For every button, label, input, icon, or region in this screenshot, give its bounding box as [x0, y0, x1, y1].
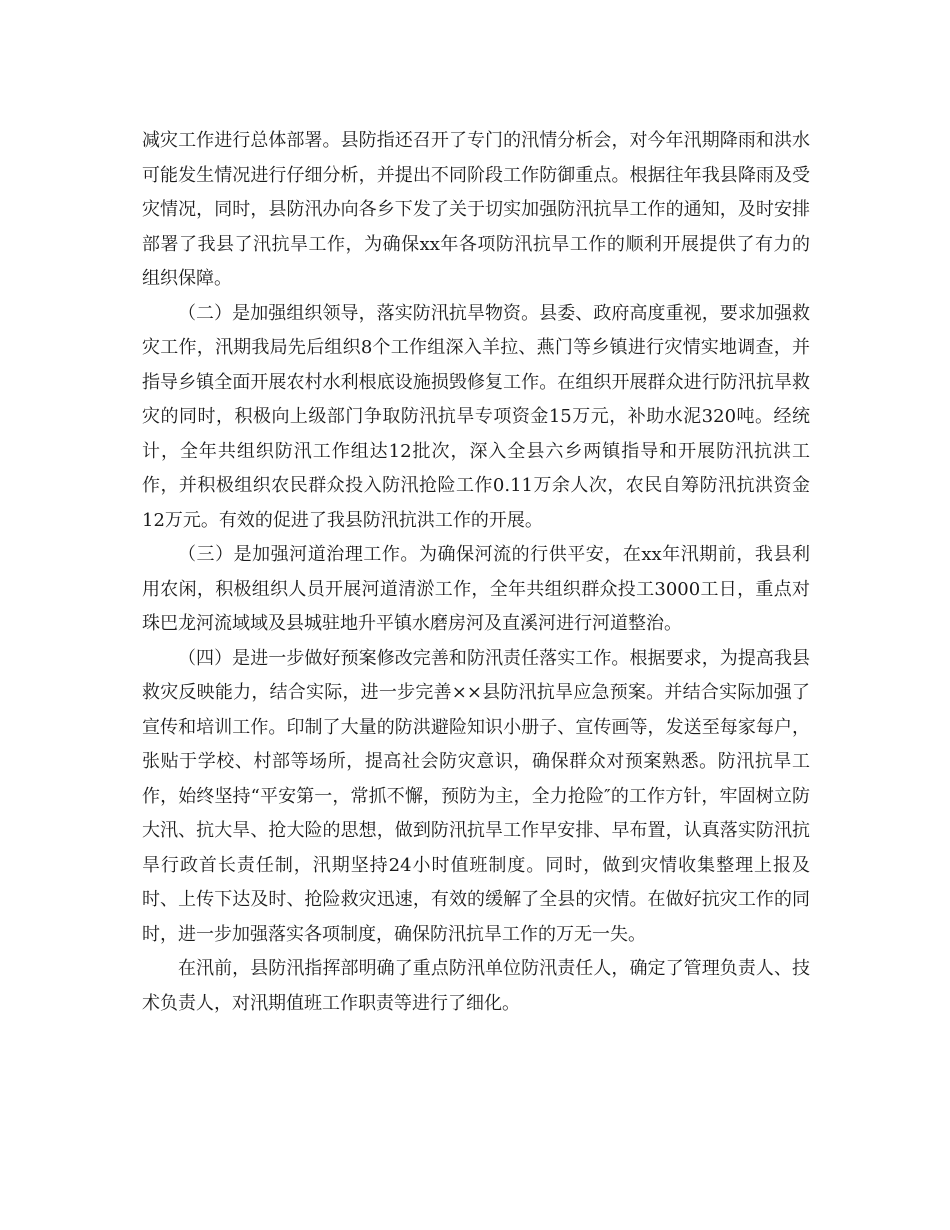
paragraph-organization-leadership: （二）是加强组织领导，落实防汛抗旱物资。县委、政府高度重视，要求加强救灾工作，汛期我局先后组织8个工作组深入羊拉、燕门等乡镇进行灾情实地调查，并指导乡镇全面开展农村水利根底设施损毁修复工作。在组织开展群众进行防汛抗旱救灾的同时，积极向上级部门争取防汛抗旱专项资金15万元，补助水泥320吨。经统计，全年共组织防汛工作组达12批次，深入全县六乡两镇指导和开展防汛抗洪工作，并积极组织农民群众投入防汛抢险工作0.11万余人次，农民自筹防汛抗洪资金12万元。有效的促进了我县防汛抗洪工作的开展。 — [142, 302, 810, 531]
paragraph-disaster-deployment: 减灾工作进行总体部署。县防指还召开了专门的汛情分析会，对今年汛期降雨和洪水可能发生情况进行仔细分析，并提出不同阶段工作防御重点。根据往年我县降雨及受灾情况，同时，县防汛办向各乡下发了关于切实加强防汛抗旱工作的通知，及时安排部署了我县了汛抗旱工作，为确保xx年各项防汛抗旱工作的顺利开展提供了有力的组织保障。 — [142, 130, 810, 289]
document-body — [142, 124, 810, 1021]
paragraph-responsibility-assignment: 在汛前，县防汛指挥部明确了重点防汛单位防汛责任人，确定了管理负责人、技术负责人，对汛期值班工作职责等进行了细化。 — [142, 958, 810, 1014]
paragraph-river-management: （三）是加强河道治理工作。为确保河流的行供平安，在xx年汛期前，我县利用农闲，积极组织人员开展河道清淤工作，全年共组织群众投工3000工日，重点对珠巴龙河流域域及县城驻地升平镇水磨房河及直溪河进行河道整治。 — [142, 544, 810, 634]
paragraph-contingency-plan: （四）是进一步做好预案修改完善和防汛责任落实工作。根据要求，为提高我县救灾反映能力，结合实际，进一步完善××县防汛抗旱应急预案。并结合实际加强了宣传和培训工作。印制了大量的防洪避险知识小册子、宣传画等，发送至每家每户，张贴于学校、村部等场所，提高社会防灾意识，确保群众对预案熟悉。防汛抗旱工作，始终坚持“平安第一，常抓不懈，预防为主，全力抢险″的工作方针，牢固树立防大汛、抗大旱、抢大险的思想，做到防汛抗旱工作早安排、早布置，认真落实防汛抗旱行政首长责任制，汛期坚持24小时值班制度。同时，做到灾情收集整理上报及时、上传下达及时、抢险救灾迅速，有效的缓解了全县的灾情。在做好抗灾工作的同时，进一步加强落实各项制度，确保防汛抗旱工作的万无一失。 — [142, 647, 810, 945]
